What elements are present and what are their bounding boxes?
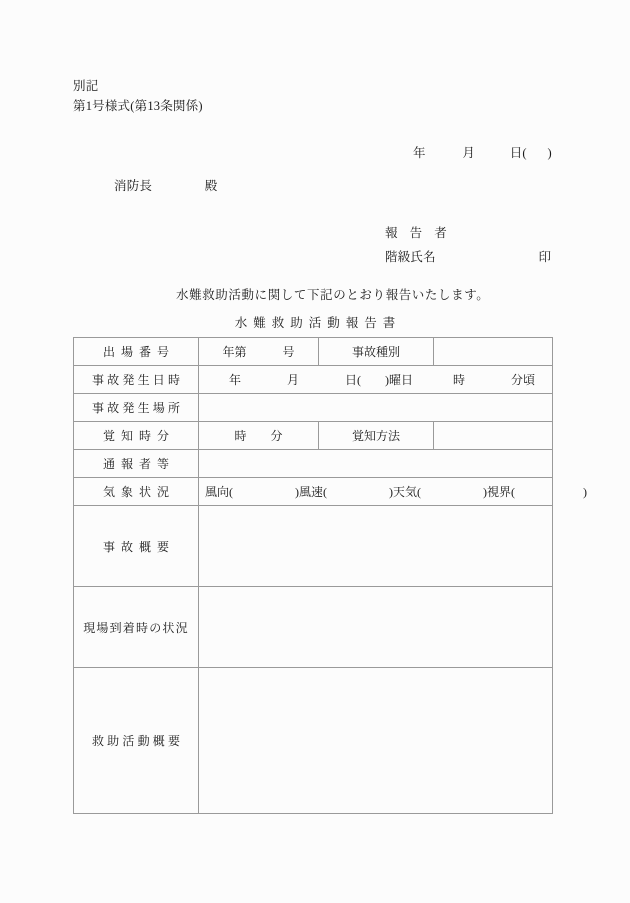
cell-rescue-summary-value[interactable] [199,668,553,814]
cell-accident-summary-value[interactable] [199,506,553,587]
reporter-heading-row [385,221,551,245]
reporter-block [385,221,551,269]
wind-speed-label: )風速( [295,485,327,499]
row-label-notification-time: 覚知時分 [74,422,199,450]
cell-accident-type-value[interactable] [434,338,553,366]
seal-mark: 印 [538,250,552,264]
date-day-close: ) [547,146,552,160]
row-label-rescue-summary: 救助活動概要 [74,668,199,814]
date-day-label: 日( [509,146,527,160]
accident-day-close: )曜日 [385,373,413,387]
cell-weather-conditions-value[interactable] [199,478,587,506]
addressee-honorific: 殿 [204,179,218,193]
row-label-reporter-person: 通報者等 [74,450,199,478]
row-label-accident-summary: 事故概要 [74,506,199,587]
statement-line: 水難救助活動に関して下記のとおり報告いたします。 [176,288,490,302]
cell-accident-location-value[interactable] [199,394,553,422]
report-table [73,337,587,814]
table-row [74,422,553,450]
row-label-arrival-situation: 現場到着時の状況 [74,587,199,668]
weather-label: )天気( [389,485,421,499]
table-row [74,506,553,587]
table-row [74,450,553,478]
accident-year-label: 年 [228,373,241,387]
reporter-name-row [385,245,551,269]
addressee-line [114,176,217,194]
cell-arrival-situation-value[interactable] [199,587,553,668]
addressee-title: 消防長 [114,179,153,193]
weather-close-paren: ) [583,485,587,499]
date-line [413,143,552,161]
cell-accident-datetime-value[interactable] [199,366,553,394]
accident-day-open: 日( [345,373,361,387]
reference-note: 別記 [73,79,99,93]
accident-minute-label: 分頃 [511,373,536,387]
row-label-accident-datetime: 事故発生日時 [74,366,199,394]
row-label-dispatch-number: 出場番号 [74,338,199,366]
cell-reporter-person-value[interactable] [199,450,553,478]
row-label-accident-location: 事故発生場所 [74,394,199,422]
form-title: 水難救助活動報告書 [234,316,402,330]
table-row [74,478,553,506]
accident-hour-label: 時 [453,373,466,387]
visibility-label: )視界( [483,485,515,499]
cell-notification-method-label: 覚知方法 [319,422,434,450]
table-row [74,338,553,366]
document-reference-block [73,76,203,116]
table-row [74,366,553,394]
reporter-rank-name-label: 階級氏名 [385,250,436,264]
cell-notification-method-value[interactable] [434,422,553,450]
table-row [74,587,553,668]
reporter-heading: 報 告 者 [385,226,452,240]
cell-accident-type-label: 事故種別 [319,338,434,366]
form-number: 第1号様式(第13条関係) [73,99,203,113]
cell-notification-time-value[interactable]: 時 分 [199,422,319,450]
wind-direction-label: 風向( [205,485,233,499]
cell-dispatch-number-value[interactable]: 年第 号 [199,338,319,366]
table-row [74,394,553,422]
date-month-label: 月 [462,146,476,160]
table-row [74,668,553,814]
row-label-weather-conditions: 気象状況 [74,478,199,506]
date-year-label: 年 [413,146,426,160]
accident-month-label: 月 [286,373,299,387]
